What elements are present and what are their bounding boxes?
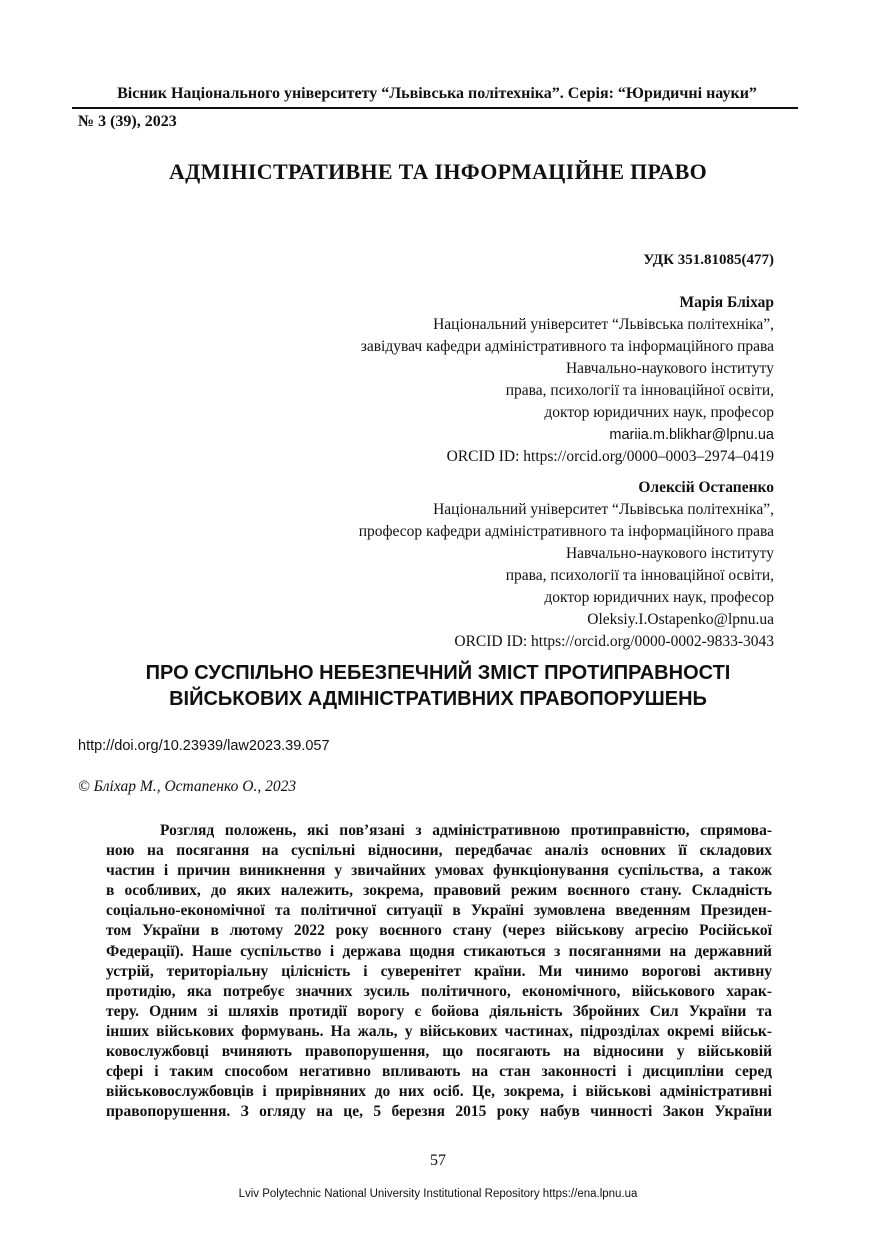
section-title: АДМІНІСТРАТИВНЕ ТА ІНФОРМАЦІЙНЕ ПРАВО — [168, 159, 708, 184]
abstract-line: устрій, територіальну цілісність і суверенітет країни. Ми чинимо ворогові активну — [106, 962, 772, 980]
abstract-line: протидію, яка потребує значних зусиль політичного, економічного, військового харак- — [106, 982, 772, 1000]
abstract-line: ною на посягання на суспільні відносини, передбачає аналіз основних її складових — [106, 842, 772, 860]
author-block-1 — [274, 292, 774, 468]
abstract-line: правопорушення. З огляду на це, 5 березня 2015 року набув чинності Закон України — [106, 1103, 772, 1121]
abstract-line: частин і причин виникнення у звичайних умовах функціонування суспільства, а також — [106, 862, 772, 880]
abstract-line: Розгляд положень, які пов’язані з адміністративною протиправністю, спрямова- — [160, 822, 772, 839]
copyright-notice: © Бліхар М., Остапенко О., 2023 — [78, 778, 297, 795]
abstract-line: том України в лютому 2022 року воєнного стану (через військову агресію Російської — [106, 922, 772, 940]
abstract-line: теру. Одним зі шляхів протидії ворогу є бойова діяльність Збройних Сил України та — [106, 1002, 772, 1020]
author-email-link[interactable]: Oleksiy.I.Ostapenko@lpnu.ua — [587, 611, 774, 628]
author-name: Олексій Остапенко — [638, 479, 774, 496]
affiliation-line: доктор юридичних наук, професор — [544, 404, 774, 421]
abstract-line: в особливих, до яких належить, зокрема, правовий режим воєнного стану. Складність — [106, 882, 772, 900]
abstract-line: Федерації). Наше суспільство і держава щодня стикаються з посяганнями на державний — [106, 942, 772, 960]
author-orcid[interactable]: ORCID ID: https://orcid.org/0000–0003–2974–0419 — [446, 448, 774, 465]
author-email-link[interactable]: mariia.m.blikhar@lpnu.ua — [609, 427, 774, 443]
article-title-line: ВІЙСЬКОВИХ АДМІНІСТРАТИВНИХ ПРАВОПОРУШЕНЬ — [169, 688, 707, 710]
doi-link[interactable]: http://doi.org/10.23939/law2023.39.057 — [78, 738, 330, 754]
udc-code: УДК 351.81085(477) — [643, 252, 774, 268]
affiliation-line: права, психології та інноваційної освіти, — [505, 567, 774, 584]
abstract-line: соціально-економічної та політичної ситуації в Україні зумовлена введенням Президен- — [106, 902, 772, 920]
abstract-line: сфері і таким способом негативно впливають на стан законності і дисципліни серед — [106, 1063, 772, 1081]
page-number: 57 — [430, 1152, 446, 1169]
affiliation-line: Навчально-наукового інституту — [565, 360, 774, 377]
header-divider — [72, 107, 798, 109]
affiliation-line: Національний університет “Львівська політехніка”, — [433, 316, 774, 333]
author-orcid[interactable]: ORCID ID: https://orcid.org/0000-0002-9833-3043 — [454, 633, 774, 650]
abstract-line: військовослужбовців і прирівняних до них осіб. Це, зокрема, і військові адміністративні — [106, 1083, 772, 1101]
abstract — [106, 821, 772, 1122]
affiliation-line: права, психології та інноваційної освіти, — [505, 382, 774, 399]
affiliation-line: Навчально-наукового інституту — [565, 545, 774, 562]
affiliation-line: доктор юридичних наук, професор — [544, 589, 774, 606]
author-name: Марія Бліхар — [679, 294, 774, 311]
abstract-line: інших військових формувань. На жаль, у військових частинах, підрозділах окремі військ- — [106, 1022, 772, 1040]
affiliation-line: Національний університет “Львівська політехніка”, — [433, 501, 774, 518]
issue-number: № 3 (39), 2023 — [78, 113, 177, 130]
affiliation-line: професор кафедри адміністративного та інформаційного права — [358, 523, 774, 540]
journal-header: Вісник Національного університету “Львівська політехніка”. Серія: “Юридичні науки” — [117, 85, 757, 102]
abstract-line: ковослужбовці вчиняють правопорушення, що посягають на відносини у військовій — [106, 1043, 772, 1061]
article-title — [72, 660, 804, 712]
repository-footer: Lviv Polytechnic National University Institutional Repository https://ena.lpnu.ua — [238, 1188, 638, 1200]
affiliation-line: завідувач кафедри адміністративного та інформаційного права — [360, 338, 774, 355]
article-title-line: ПРО СУСПІЛЬНО НЕБЕЗПЕЧНИЙ ЗМІСТ ПРОТИПРАВНОСТІ — [145, 662, 731, 684]
author-block-2 — [274, 477, 774, 653]
